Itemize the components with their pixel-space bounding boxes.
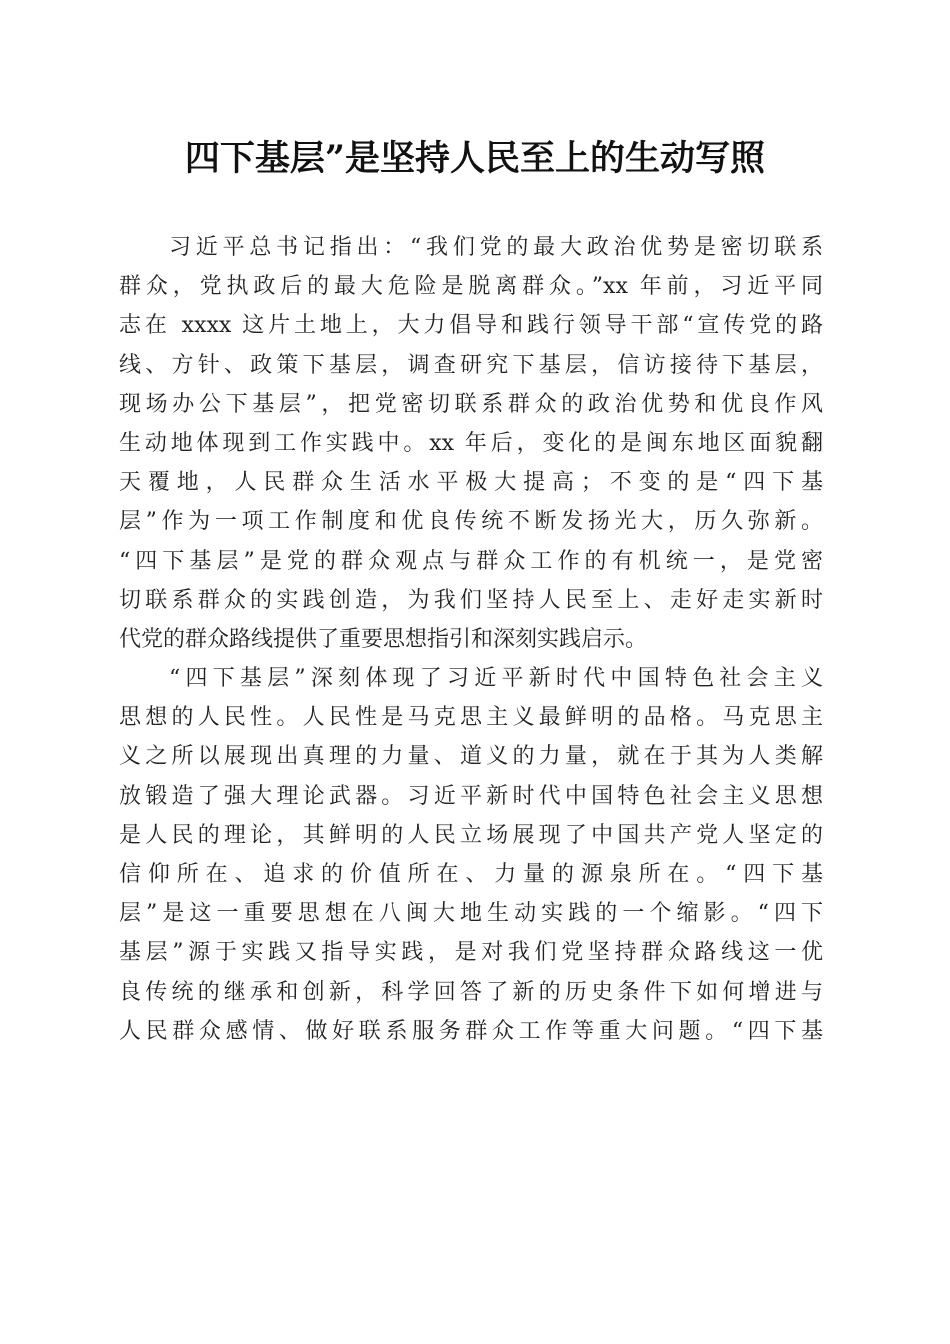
paragraph-line: 层”作为一项工作制度和优良传统不断发扬光大，历久弥新。: [119, 509, 823, 535]
paragraph-line: 现场办公下基层”，把党密切联系群众的政治优势和优良作风: [119, 391, 823, 417]
paragraph-line: 信仰所在、追求的价值所在、力量的源泉所在。“四下基: [119, 862, 823, 887]
paragraph-line: 习近平总书记指出：“我们党的最大政治优势是密切联系: [169, 235, 823, 260]
paragraph-line: 切联系群众的实践创造，为我们坚持人民至上、走好走实新时: [119, 587, 823, 613]
paragraph-line: 思想的人民性。人民性是马克思主义最鲜明的品格。马克思主: [119, 705, 823, 731]
paragraph-line: 是人民的理论，其鲜明的人民立场展现了中国共产党人坚定的: [119, 822, 823, 848]
paragraph-line: 放锻造了强大理论武器。习近平新时代中国特色社会主义思想: [119, 783, 823, 809]
paragraph-line: 义之所以展现出真理的力量、道义的力量，就在于其为人类解: [119, 744, 823, 770]
paragraph-line: “四下基层”是党的群众观点与群众工作的有机统一，是党密: [119, 548, 823, 574]
paragraph-line: 线、方针、政策下基层，调查研究下基层，信访接待下基层，: [119, 352, 823, 378]
paragraph-line: 人民群众感情、做好联系服务群众工作等重大问题。“四下基: [119, 1018, 823, 1044]
paragraph-1: [119, 228, 823, 659]
paragraph-line: “四下基层”深刻体现了习近平新时代中国特色社会主义: [169, 666, 823, 692]
paragraph-line: 天覆地，人民群众生活水平极大提高；不变的是“四下基: [119, 470, 823, 496]
document-body: [119, 228, 823, 1051]
paragraph-2: [119, 659, 823, 1051]
paragraph-line: 群众，党执政后的最大危险是脱离群众。”xx 年前，习近平同: [119, 274, 823, 300]
paragraph-line: 代党的群众路线提供了重要思想指引和深刻实践启示。: [119, 626, 648, 652]
paragraph-line: 志在 xxxx 这片土地上，大力倡导和践行领导干部“宣传党的路: [119, 313, 823, 339]
document-title: 四下基层”是坚持人民至上的生动写照: [184, 138, 766, 179]
paragraph-line: 层”是这一重要思想在八闽大地生动实践的一个缩影。“四下: [119, 901, 823, 927]
paragraph-line: 生动地体现到工作实践中。xx 年后，变化的是闽东地区面貌翻: [119, 430, 823, 456]
paragraph-line: 基层”源于实践又指导实践，是对我们党坚持群众路线这一优: [119, 940, 823, 966]
paragraph-line: 良传统的继承和创新，科学回答了新的历史条件下如何增进与: [119, 979, 823, 1005]
